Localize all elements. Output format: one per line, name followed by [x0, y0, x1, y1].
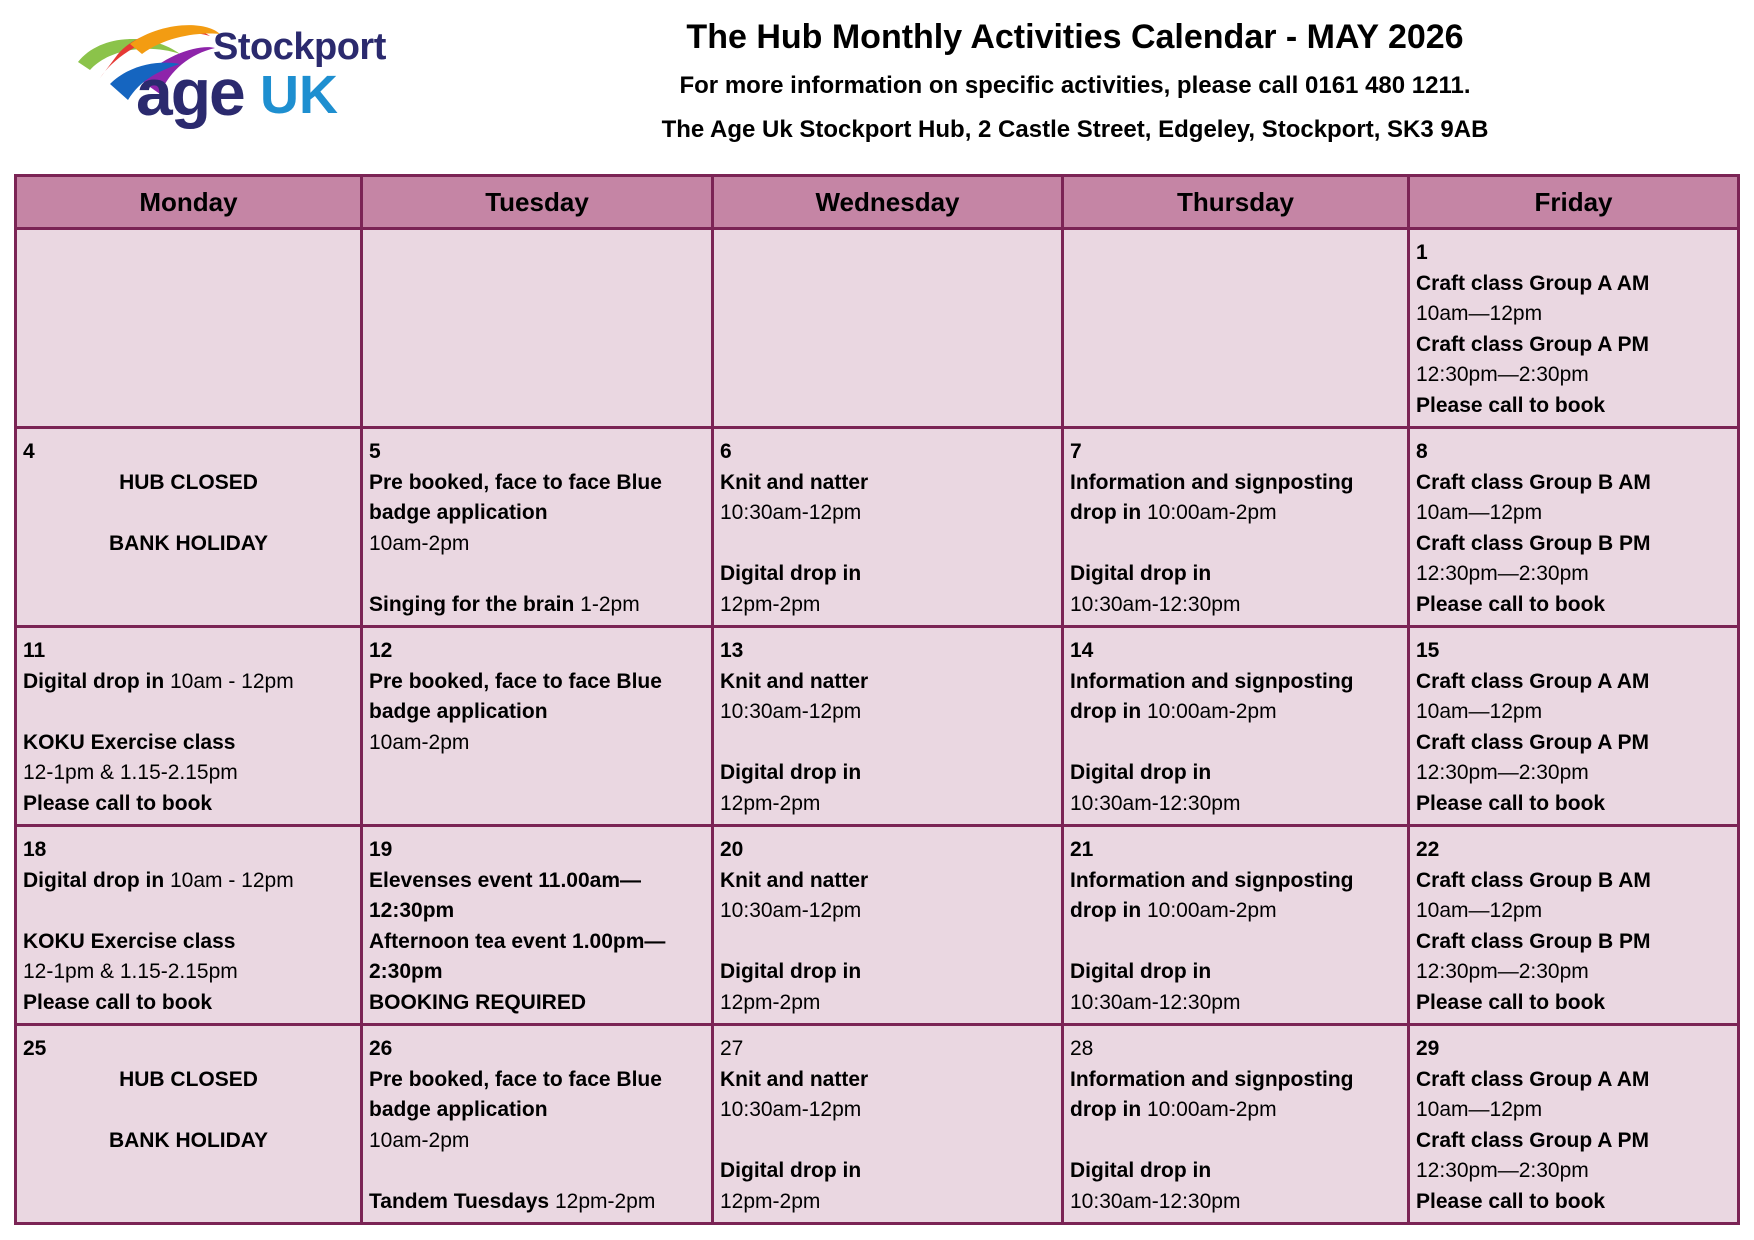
day-number: 14: [1070, 639, 1094, 662]
activity-title: Knit and natter: [720, 868, 869, 892]
holiday-notice: BANK HOLIDAY: [108, 531, 269, 555]
activity-title: Information and signposting: [1070, 470, 1354, 494]
activity-title: Digital drop in: [720, 761, 862, 784]
day-cell-15: [1410, 628, 1737, 824]
logo-age-text: age: [136, 55, 244, 129]
activity-title: KOKU Exercise class: [23, 730, 236, 754]
activity-time: 10:30am-12:30pm: [1070, 990, 1241, 1014]
activity-title: Craft class Group A AM: [1416, 669, 1650, 693]
activity-entry: [1070, 896, 1401, 927]
booking-note: Please call to book: [23, 990, 213, 1014]
closure-notice: HUB CLOSED: [119, 470, 258, 494]
activity-time: 10:30am-12pm: [720, 501, 862, 524]
activity-title: Information and signposting: [1070, 669, 1354, 693]
day-cell-18: [17, 827, 360, 1023]
day-cell-empty: [17, 230, 360, 426]
contact-info: For more information on specific activities, please call 0161 480 1211.: [679, 72, 1471, 99]
day-cell-21: [1064, 827, 1407, 1023]
activity-title: Digital drop in: [23, 669, 165, 693]
activity-title: Craft class Group A PM: [1416, 730, 1649, 754]
holiday-notice: BANK HOLIDAY: [108, 1128, 269, 1152]
logo-uk-text: UK: [260, 65, 338, 125]
activity-title: Information and signposting: [1070, 868, 1354, 892]
activity-title: drop in: [1070, 700, 1142, 723]
day-number: 12: [369, 639, 393, 662]
activity-title: Craft class Group B AM: [1416, 470, 1651, 494]
activity-title: Craft class Group A AM: [1416, 271, 1650, 295]
activity-title: Pre booked, face to face Blue: [369, 669, 662, 693]
logo-stockport-text: Stockport: [213, 26, 386, 68]
activity-entry: [369, 590, 705, 621]
activity-time: 10:30am-12pm: [720, 1098, 862, 1121]
day-number: 22: [1416, 838, 1440, 861]
activity-time: 12:30pm—2:30pm: [1416, 960, 1589, 983]
booking-note: Please call to book: [1416, 592, 1606, 616]
day-cell-empty: [1064, 230, 1407, 426]
day-number: 4: [23, 440, 35, 463]
day-number: 27: [720, 1037, 744, 1060]
day-header-friday: Friday: [1410, 177, 1737, 227]
booking-note: Please call to book: [23, 791, 213, 815]
activity-title: Digital drop in: [1070, 1159, 1212, 1182]
day-number: 5: [369, 440, 381, 463]
day-cell-12: [363, 628, 711, 824]
activity-time: 12pm-2pm: [720, 791, 821, 815]
day-number: 15: [1416, 639, 1440, 662]
activity-title: Craft class Group A PM: [1416, 1128, 1649, 1152]
day-number: 11: [23, 639, 46, 662]
day-cell-28: [1064, 1026, 1407, 1222]
activity-time: 10am-2pm: [369, 531, 470, 555]
activity-title: Digital drop in: [1070, 960, 1212, 983]
activity-title: Craft class Group B AM: [1416, 868, 1651, 892]
age-uk-stockport-logo: [70, 14, 400, 134]
activity-title: Digital drop in: [720, 562, 862, 585]
activity-entry: [1070, 498, 1401, 529]
activity-time: 12:30pm: [369, 899, 455, 922]
day-cell-22: [1410, 827, 1737, 1023]
activity-title: Knit and natter: [720, 1067, 869, 1091]
activity-title: drop in: [1070, 1098, 1142, 1121]
activity-entry: [1070, 697, 1401, 728]
activity-time: 12pm-2pm: [720, 990, 821, 1014]
day-cell-empty: [363, 230, 711, 426]
day-cell-8: [1410, 429, 1737, 625]
activity-title: Singing for the brain: [369, 592, 575, 616]
day-cell-13: [714, 628, 1061, 824]
activity-time: 12pm-2pm: [720, 592, 821, 616]
day-cell-14: [1064, 628, 1407, 824]
activity-time: 10am—12pm: [1416, 501, 1543, 524]
day-number: 13: [720, 639, 744, 662]
activity-title: Afternoon tea event 1.00pm—: [369, 929, 666, 953]
activity-title: Digital drop in: [1070, 562, 1212, 585]
booking-note: Please call to book: [1416, 393, 1606, 417]
day-number: 18: [23, 838, 47, 861]
day-cell-29: [1410, 1026, 1737, 1222]
day-cell-5: [363, 429, 711, 625]
activity-time: 10:30am-12:30pm: [1070, 1189, 1241, 1213]
activity-title: Digital drop in: [23, 868, 165, 892]
activity-title: KOKU Exercise class: [23, 929, 236, 953]
day-number: 26: [369, 1037, 393, 1060]
activity-title: Craft class Group A AM: [1416, 1067, 1650, 1091]
activity-time: 12-1pm & 1.15-2.15pm: [23, 761, 238, 784]
booking-note: Please call to book: [1416, 791, 1606, 815]
day-cell-19: [363, 827, 711, 1023]
activity-title: drop in: [1070, 899, 1142, 922]
activity-time: 10am—12pm: [1416, 899, 1543, 922]
activity-time: 10:30am-12pm: [720, 700, 862, 723]
day-number: 25: [23, 1037, 47, 1060]
day-header-wednesday: Wednesday: [714, 177, 1061, 227]
page-title: The Hub Monthly Activities Calendar - MAY 2026: [686, 18, 1464, 56]
day-number: 20: [720, 838, 744, 861]
day-cell-empty: [714, 230, 1061, 426]
activity-time: 10am - 12pm: [164, 868, 294, 892]
day-number: 19: [369, 838, 393, 861]
activity-time: 2:30pm: [369, 960, 443, 983]
activity-title: Craft class Group B PM: [1416, 929, 1651, 953]
activity-time: 10:30am-12:30pm: [1070, 791, 1241, 815]
activity-time: 12:30pm—2:30pm: [1416, 761, 1589, 784]
day-cell-20: [714, 827, 1061, 1023]
activity-entry: [23, 866, 354, 897]
activity-time: 10am - 12pm: [164, 669, 294, 693]
day-number: 7: [1070, 440, 1082, 463]
activity-time: 10:00am-2pm: [1141, 899, 1277, 922]
day-cell-7: [1064, 429, 1407, 625]
activity-title: badge application: [369, 1098, 548, 1121]
activity-title: Elevenses event 11.00am—: [369, 868, 642, 892]
day-number: 29: [1416, 1037, 1440, 1060]
day-cell-4: [17, 429, 360, 625]
activity-entry: [369, 1187, 705, 1218]
activity-title: Craft class Group B PM: [1416, 531, 1651, 555]
activity-time: 10:30am-12:30pm: [1070, 592, 1241, 616]
activity-time: 10:30am-12pm: [720, 899, 862, 922]
activity-title: Information and signposting: [1070, 1067, 1354, 1091]
activity-title: Tandem Tuesdays: [369, 1189, 550, 1213]
activity-time: 12pm-2pm: [549, 1189, 656, 1213]
activities-calendar: [14, 174, 1740, 1225]
activity-time: 10am-2pm: [369, 1128, 470, 1152]
activity-title: Knit and natter: [720, 669, 869, 693]
activity-title: badge application: [369, 700, 548, 723]
activity-title: Pre booked, face to face Blue: [369, 470, 662, 494]
day-cell-6: [714, 429, 1061, 625]
day-number: 28: [1070, 1037, 1094, 1060]
activity-time: 12:30pm—2:30pm: [1416, 562, 1589, 585]
activity-time: 12:30pm—2:30pm: [1416, 1159, 1589, 1182]
day-cell-27: [714, 1026, 1061, 1222]
activity-time: 10:00am-2pm: [1141, 1098, 1277, 1121]
day-number: 6: [720, 440, 732, 463]
activity-title: Pre booked, face to face Blue: [369, 1067, 662, 1091]
activity-time: 1-2pm: [574, 592, 640, 616]
activity-entry: [23, 667, 354, 698]
activity-time: 12-1pm & 1.15-2.15pm: [23, 960, 238, 983]
activity-time: 12:30pm—2:30pm: [1416, 363, 1589, 386]
booking-note: Please call to book: [1416, 990, 1606, 1014]
day-header-monday: Monday: [17, 177, 360, 227]
day-cell-25: [17, 1026, 360, 1222]
activity-title: Digital drop in: [720, 1159, 862, 1182]
day-number: 1: [1416, 241, 1428, 264]
activity-time: 10:00am-2pm: [1141, 501, 1277, 524]
activity-title: badge application: [369, 501, 548, 524]
day-cell-11: [17, 628, 360, 824]
activity-time: 10am—12pm: [1416, 1098, 1543, 1121]
booking-note: BOOKING REQUIRED: [369, 990, 587, 1014]
booking-note: Please call to book: [1416, 1189, 1606, 1213]
activity-entry: [1070, 1095, 1401, 1126]
activity-time: 12pm-2pm: [720, 1189, 821, 1213]
day-cell-1: [1410, 230, 1737, 426]
day-header-thursday: Thursday: [1064, 177, 1407, 227]
activity-time: 10:00am-2pm: [1141, 700, 1277, 723]
activity-time: 10am—12pm: [1416, 700, 1543, 723]
closure-notice: HUB CLOSED: [119, 1067, 258, 1091]
activity-title: Knit and natter: [720, 470, 869, 494]
activity-title: Craft class Group A PM: [1416, 332, 1649, 356]
day-number: 8: [1416, 440, 1428, 463]
hub-address: The Age Uk Stockport Hub, 2 Castle Street, Edgeley, Stockport, SK3 9AB: [661, 116, 1489, 143]
activity-time: 10am-2pm: [369, 730, 470, 754]
day-cell-26: [363, 1026, 711, 1222]
day-header-tuesday: Tuesday: [363, 177, 711, 227]
activity-time: 10am—12pm: [1416, 302, 1543, 325]
day-number: 21: [1070, 838, 1094, 861]
activity-title: Digital drop in: [720, 960, 862, 983]
activity-title: drop in: [1070, 501, 1142, 524]
activity-title: Digital drop in: [1070, 761, 1212, 784]
